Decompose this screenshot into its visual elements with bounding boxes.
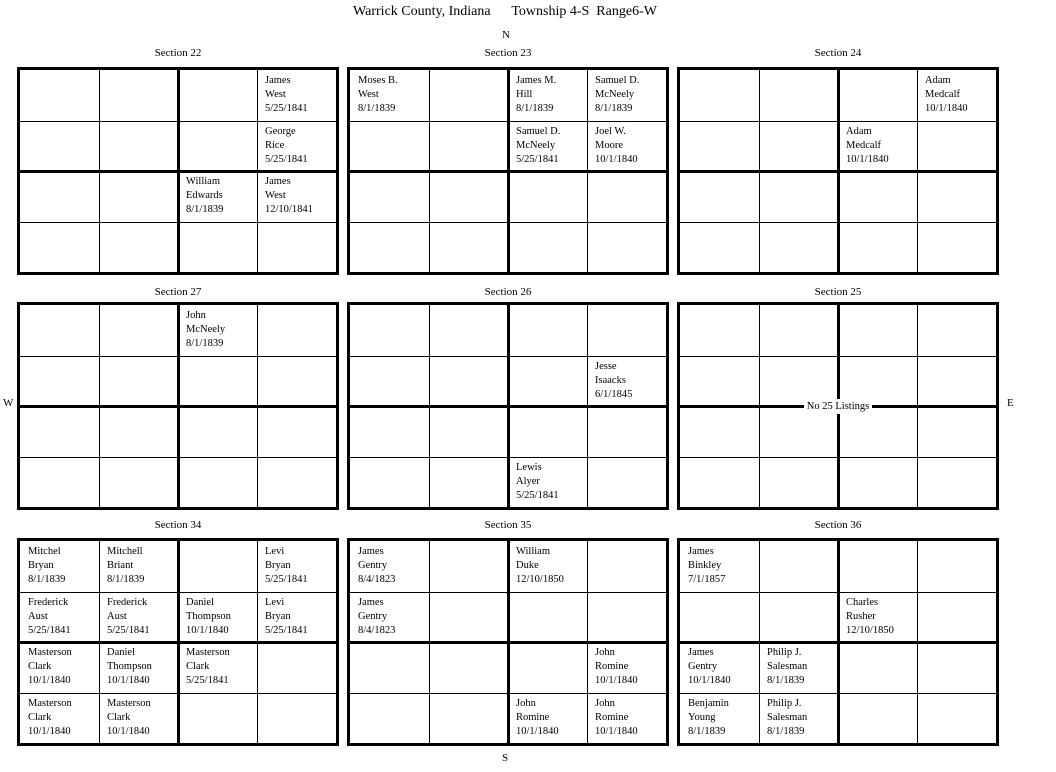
- parcel-date: 8/1/1839: [688, 725, 726, 737]
- parcel-entry: [178, 305, 257, 356]
- parcel-entry: [99, 541, 178, 592]
- parcel-owner-line: Adam: [925, 75, 951, 86]
- parcel-owner-line: Gentry: [688, 661, 718, 672]
- parcel-owner-line: McNeely: [595, 89, 635, 100]
- parcel-entry: [587, 356, 666, 407]
- parcel-owner-line: Medcalf: [846, 139, 881, 151]
- parcel-date: 10/1/1840: [595, 675, 638, 686]
- parcel-date: 8/1/1839: [28, 574, 66, 585]
- parcel-owner-line: William: [516, 546, 550, 557]
- grid-line: [680, 222, 996, 223]
- parcel-entry: [350, 541, 429, 592]
- section-box: [677, 538, 999, 746]
- parcel-owner-line: Clark: [107, 711, 131, 723]
- parcel-owner-line: West: [265, 190, 286, 201]
- parcel-date: 12/10/1850: [846, 624, 894, 636]
- parcel-date: 5/25/1841: [265, 103, 308, 114]
- compass-south: S: [502, 752, 509, 764]
- parcel-owner-line: Aust: [28, 610, 48, 622]
- parcel-owner-line: Binkley: [688, 560, 722, 571]
- section-box: [677, 67, 999, 275]
- parcel-date: 10/1/1840: [107, 725, 150, 737]
- parcel-owner-line: Levi: [265, 596, 285, 608]
- parcel-date: 5/25/1841: [265, 574, 308, 585]
- parcel-date: 7/1/1857: [688, 574, 726, 585]
- section-label: Section 23: [484, 47, 532, 59]
- parcel-entry: [680, 693, 759, 744]
- parcel-owner-line: Gentry: [358, 560, 388, 571]
- parcel-date: 8/1/1839: [358, 103, 396, 114]
- no-listings-note: No 25 Listings: [804, 399, 872, 414]
- parcel-entry: [257, 541, 336, 592]
- parcel-owner-line: Moses B.: [358, 75, 398, 86]
- section-box: [347, 538, 669, 746]
- parcel-owner-line: Jesse: [595, 360, 617, 372]
- parcel-owner-line: Thompson: [186, 610, 231, 622]
- parcel-entry: [587, 642, 666, 693]
- section-box: [17, 538, 339, 746]
- parcel-entry: [838, 121, 917, 172]
- parcel-owner-line: Adam: [846, 125, 872, 137]
- parcel-entry: [350, 592, 429, 643]
- parcel-entry: [257, 121, 336, 172]
- section-label: Section 22: [154, 47, 202, 59]
- parcel-owner-line: James: [688, 647, 714, 658]
- parcel-owner-line: Edwards: [186, 190, 223, 201]
- parcel-entry: [680, 642, 759, 693]
- parcel-owner-line: Young: [688, 711, 716, 723]
- parcel-date: 6/1/1845: [595, 388, 633, 400]
- parcel-date: 10/1/1840: [28, 725, 71, 737]
- parcel-owner-line: Samuel D.: [516, 125, 561, 137]
- parcel-owner-line: James M.: [516, 75, 557, 86]
- parcel-date: 10/1/1840: [186, 624, 229, 636]
- parcel-date: 10/1/1840: [28, 675, 71, 686]
- parcel-date: 10/1/1840: [516, 725, 559, 737]
- parcel-date: 10/1/1840: [107, 675, 150, 686]
- parcel-entry: [508, 541, 587, 592]
- parcel-entry: [917, 70, 996, 121]
- parcel-date: 12/10/1841: [265, 204, 313, 215]
- parcel-owner-line: Bryan: [265, 610, 291, 622]
- parcel-entry: [759, 642, 838, 693]
- parcel-date: 8/4/1823: [358, 624, 396, 636]
- parcel-entry: [99, 592, 178, 643]
- parcel-owner-line: Frederick: [107, 596, 148, 608]
- parcel-owner-line: Levi: [265, 546, 285, 557]
- parcel-owner-line: Salesman: [767, 711, 808, 723]
- parcel-owner-line: Hill: [516, 89, 533, 100]
- grid-line: [20, 222, 336, 223]
- parcel-owner-line: Medcalf: [925, 89, 960, 100]
- section-box: [347, 67, 669, 275]
- parcel-entry: [508, 693, 587, 744]
- parcel-owner-line: Romine: [516, 711, 550, 723]
- parcel-entry: [838, 592, 917, 643]
- parcel-owner-line: Bryan: [265, 560, 291, 571]
- grid-line: [20, 405, 336, 408]
- parcel-entry: [680, 541, 759, 592]
- parcel-date: 5/25/1841: [265, 153, 308, 165]
- parcel-owner-line: Masterson: [28, 697, 72, 709]
- parcel-entry: [587, 121, 666, 172]
- parcel-owner-line: James: [688, 546, 714, 557]
- parcel-entry: [508, 457, 587, 508]
- parcel-entry: [257, 592, 336, 643]
- parcel-entry: [587, 693, 666, 744]
- parcel-date: 5/25/1841: [107, 624, 150, 636]
- parcel-owner-line: Briant: [107, 560, 134, 571]
- parcel-entry: [508, 121, 587, 172]
- parcel-date: 10/1/1840: [846, 153, 889, 165]
- parcel-owner-line: George: [265, 125, 296, 137]
- parcel-entry: [20, 541, 99, 592]
- parcel-owner-line: Philip J.: [767, 647, 802, 658]
- parcel-date: 10/1/1840: [925, 103, 968, 114]
- parcel-date: 8/4/1823: [358, 574, 396, 585]
- parcel-owner-line: Daniel: [186, 596, 214, 608]
- parcel-owner-line: Isaacks: [595, 374, 626, 386]
- parcel-owner-line: Masterson: [107, 697, 151, 709]
- parcel-date: 8/1/1839: [767, 675, 805, 686]
- parcel-date: 8/1/1839: [107, 574, 145, 585]
- parcel-entry: [20, 642, 99, 693]
- grid-line: [20, 457, 336, 458]
- parcel-date: 8/1/1839: [595, 103, 633, 114]
- map-title: Warrick County, Indiana Township 4-S Range6-W: [353, 4, 657, 19]
- parcel-entry: [178, 642, 257, 693]
- parcel-owner-line: Joel W.: [595, 125, 626, 137]
- parcel-entry: [99, 642, 178, 693]
- compass-north: N: [502, 29, 510, 41]
- parcel-owner-line: Mitchel: [28, 546, 61, 557]
- parcel-owner-line: Moore: [595, 139, 623, 151]
- section-label: Section 35: [484, 519, 532, 531]
- parcel-owner-line: Rice: [265, 139, 285, 151]
- parcel-entry: [350, 70, 429, 121]
- section-box: [17, 302, 339, 510]
- parcel-date: 5/25/1841: [186, 675, 229, 686]
- parcel-date: 10/1/1840: [595, 725, 638, 737]
- parcel-owner-line: Clark: [28, 661, 52, 672]
- parcel-owner-line: Benjamin: [688, 697, 729, 709]
- parcel-owner-line: West: [358, 89, 379, 100]
- grid-line: [917, 541, 918, 743]
- parcel-owner-line: Alyer: [516, 475, 540, 487]
- parcel-owner-line: Mitchell: [107, 546, 143, 557]
- parcel-date: 5/25/1841: [516, 489, 559, 501]
- parcel-date: 8/1/1839: [516, 103, 554, 114]
- parcel-entry: [587, 70, 666, 121]
- parcel-date: 8/1/1839: [186, 204, 224, 215]
- parcel-owner-line: James: [358, 546, 384, 557]
- parcel-entry: [178, 171, 257, 222]
- parcel-owner-line: Clark: [28, 711, 52, 723]
- parcel-owner-line: McNeely: [516, 139, 556, 151]
- parcel-owner-line: McNeely: [186, 324, 226, 335]
- parcel-owner-line: Thompson: [107, 661, 152, 672]
- parcel-entry: [178, 592, 257, 643]
- section-label: Section 25: [814, 286, 862, 298]
- compass-west: W: [3, 397, 14, 409]
- parcel-entry: [759, 693, 838, 744]
- grid-line: [257, 305, 258, 507]
- compass-east: E: [1007, 397, 1014, 409]
- parcel-owner-line: Duke: [516, 560, 539, 571]
- section-label: Section 36: [814, 519, 862, 531]
- parcel-date: 10/1/1840: [595, 153, 638, 165]
- parcel-owner-line: Bryan: [28, 560, 54, 571]
- parcel-date: 8/1/1839: [767, 725, 805, 737]
- section-label: Section 27: [154, 286, 202, 298]
- parcel-owner-line: West: [265, 89, 286, 100]
- parcel-owner-line: William: [186, 176, 220, 187]
- grid-line: [350, 222, 666, 223]
- parcel-date: 10/1/1840: [688, 675, 731, 686]
- parcel-date: 5/25/1841: [28, 624, 71, 636]
- parcel-owner-line: Daniel: [107, 647, 135, 658]
- parcel-entry: [257, 171, 336, 222]
- section-box: [347, 302, 669, 510]
- parcel-entry: [99, 693, 178, 744]
- section-label: Section 34: [154, 519, 202, 531]
- parcel-owner-line: Salesman: [767, 661, 808, 672]
- grid-line: [587, 305, 588, 507]
- parcel-owner-line: Rusher: [846, 610, 876, 622]
- parcel-owner-line: Romine: [595, 661, 629, 672]
- parcel-owner-line: Samuel D.: [595, 75, 640, 86]
- parcel-owner-line: John: [186, 310, 206, 321]
- parcel-owner-line: Clark: [186, 661, 210, 672]
- section-label: Section 26: [484, 286, 532, 298]
- section-label: Section 24: [814, 47, 862, 59]
- parcel-owner-line: Masterson: [28, 647, 72, 658]
- parcel-owner-line: Lewis: [516, 461, 542, 473]
- parcel-owner-line: Gentry: [358, 610, 388, 622]
- parcel-entry: [20, 592, 99, 643]
- section-box: [17, 67, 339, 275]
- parcel-owner-line: Philip J.: [767, 697, 802, 709]
- parcel-owner-line: James: [265, 176, 291, 187]
- parcel-owner-line: Aust: [107, 610, 127, 622]
- parcel-owner-line: John: [516, 697, 536, 709]
- parcel-entry: [257, 70, 336, 121]
- parcel-date: 12/10/1850: [516, 574, 564, 585]
- parcel-entry: [20, 693, 99, 744]
- section-box: [677, 302, 999, 510]
- parcel-date: 5/25/1841: [516, 153, 559, 165]
- no-listings-note-wrapper: [680, 305, 996, 507]
- parcel-entry: [508, 70, 587, 121]
- parcel-owner-line: James: [358, 596, 384, 608]
- parcel-owner-line: Masterson: [186, 647, 230, 658]
- parcel-date: 5/25/1841: [265, 624, 308, 636]
- parcel-owner-line: Romine: [595, 711, 629, 723]
- parcel-owner-line: John: [595, 697, 615, 709]
- parcel-owner-line: Charles: [846, 596, 879, 608]
- parcel-owner-line: John: [595, 647, 615, 658]
- parcel-owner-line: James: [265, 75, 291, 86]
- parcel-owner-line: Frederick: [28, 596, 69, 608]
- parcel-date: 8/1/1839: [186, 338, 224, 349]
